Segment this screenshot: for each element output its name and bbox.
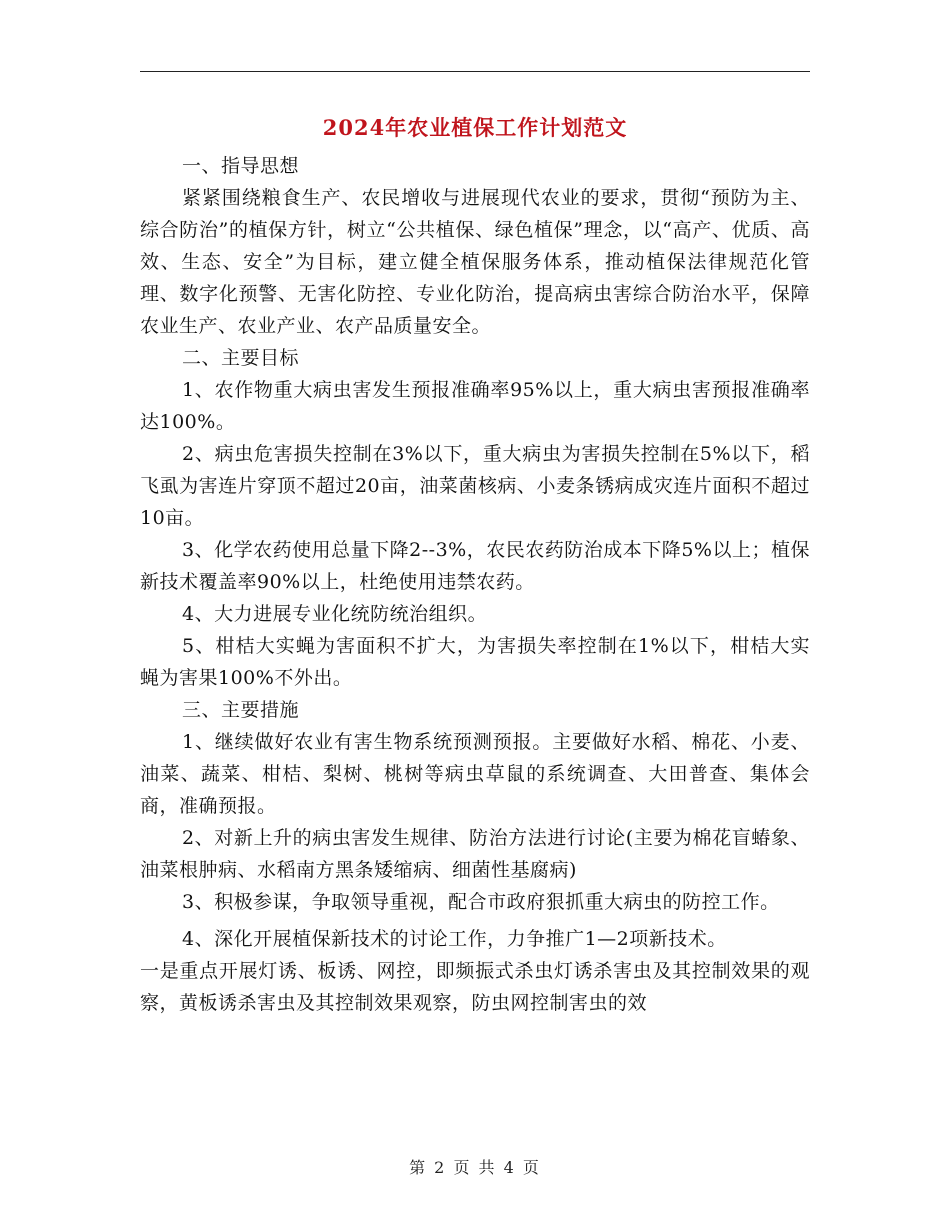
header-rule	[140, 71, 810, 72]
section-heading: 一、指导思想	[182, 155, 300, 177]
list-item: 4、深化开展植保新技术的讨论工作，力争推广1—2项新技术。	[182, 928, 727, 950]
list-item: 4、大力进展专业化统防统治组织。	[182, 603, 488, 625]
list-item: 2、病虫危害损失控制在3%以下，重大病虫为害损失控制在5%以下，稻飞虱为害连片穿顶不超过20亩，油菜菌核病、小麦条锈病成灾连片面积不超过10亩。	[140, 443, 810, 529]
list-item: 1、农作物重大病虫害发生预报准确率95%以上，重大病虫害预报准确率达100%。	[140, 379, 810, 433]
list-item: 3、化学农药使用总量下降2--3%，农民农药防治成本下降5%以上；植保新技术覆盖率90%以上，杜绝使用违禁农药。	[140, 539, 810, 593]
section-heading: 三、主要措施	[182, 699, 300, 721]
list-item: 3、积极参谋，争取领导重视，配合市政府狠抓重大病虫的防控工作。	[182, 891, 780, 913]
list-item: 2、对新上升的病虫害发生规律、防治方法进行讨论(主要为棉花盲蝽象、油菜根肿病、水稻南方黑条矮缩病、细菌性基腐病)	[140, 827, 810, 881]
paragraph: 一是重点开展灯诱、板诱、网控，即频振式杀虫灯诱杀害虫及其控制效果的观察，黄板诱杀害虫及其控制效果观察，防虫网控制害虫的效	[140, 960, 810, 1014]
list-item: 1、继续做好农业有害生物系统预测预报。主要做好水稻、棉花、小麦、油菜、蔬菜、柑桔、梨树、桃树等病虫草鼠的系统调查、大田普查、集体会商，准确预报。	[140, 731, 810, 817]
page-number: 第 2 页 共 4 页	[409, 1158, 541, 1177]
list-item: 5、柑桔大实蝇为害面积不扩大，为害损失率控制在1%以下，柑桔大实蝇为害果100%不外出。	[140, 635, 810, 689]
paragraph: 紧紧围绕粮食生产、农民增收与进展现代农业的要求，贯彻“预防为主、综合防治”的植保方针，树立“公共植保、绿色植保”理念，以“高产、优质、高效、生态、安全”为目标，建立健全植保服务体系，推动植保法律规范化管理、数字化预警、无害化防控、专业化防治，提高病虫害综合防治水平，保障农业生产、农业产业、农产品质量安全。	[140, 187, 810, 337]
document-title: 2024年农业植保工作计划范文	[322, 115, 628, 140]
document-body	[140, 150, 810, 1019]
section-heading: 二、主要目标	[182, 347, 300, 369]
